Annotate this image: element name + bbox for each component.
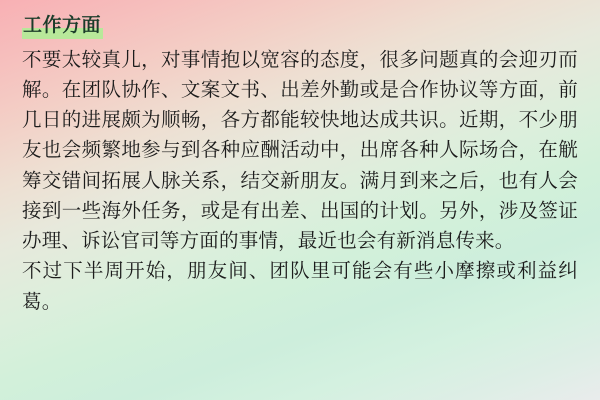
paragraph-1: 不要太较真儿，对事情抱以宽容的态度，很多问题真的会迎刃而解。在团队协作、文案文书、出差外勤或是合作协议等方面，前几日的进展颇为顺畅，各方都能较快地达成共识。近期，不少朋友也会频繁地参与到各种应酬活动中，出席各种人际场合，在觥筹交错间拓展人脉关系，结交新朋友。满月到来之后，也有人会接到一些海外任务，或是有出差、出国的计划。另外，涉及签证办理、诉讼官司等方面的事情，最近也会有新消息传来。 — [22, 48, 578, 253]
body-text — [22, 45, 578, 317]
paragraph-2: 不过下半周开始，朋友间、团队里可能会有些小摩擦或利益纠葛。 — [22, 260, 578, 313]
card-content — [22, 14, 586, 400]
section-heading: 工作方面 — [22, 14, 103, 39]
